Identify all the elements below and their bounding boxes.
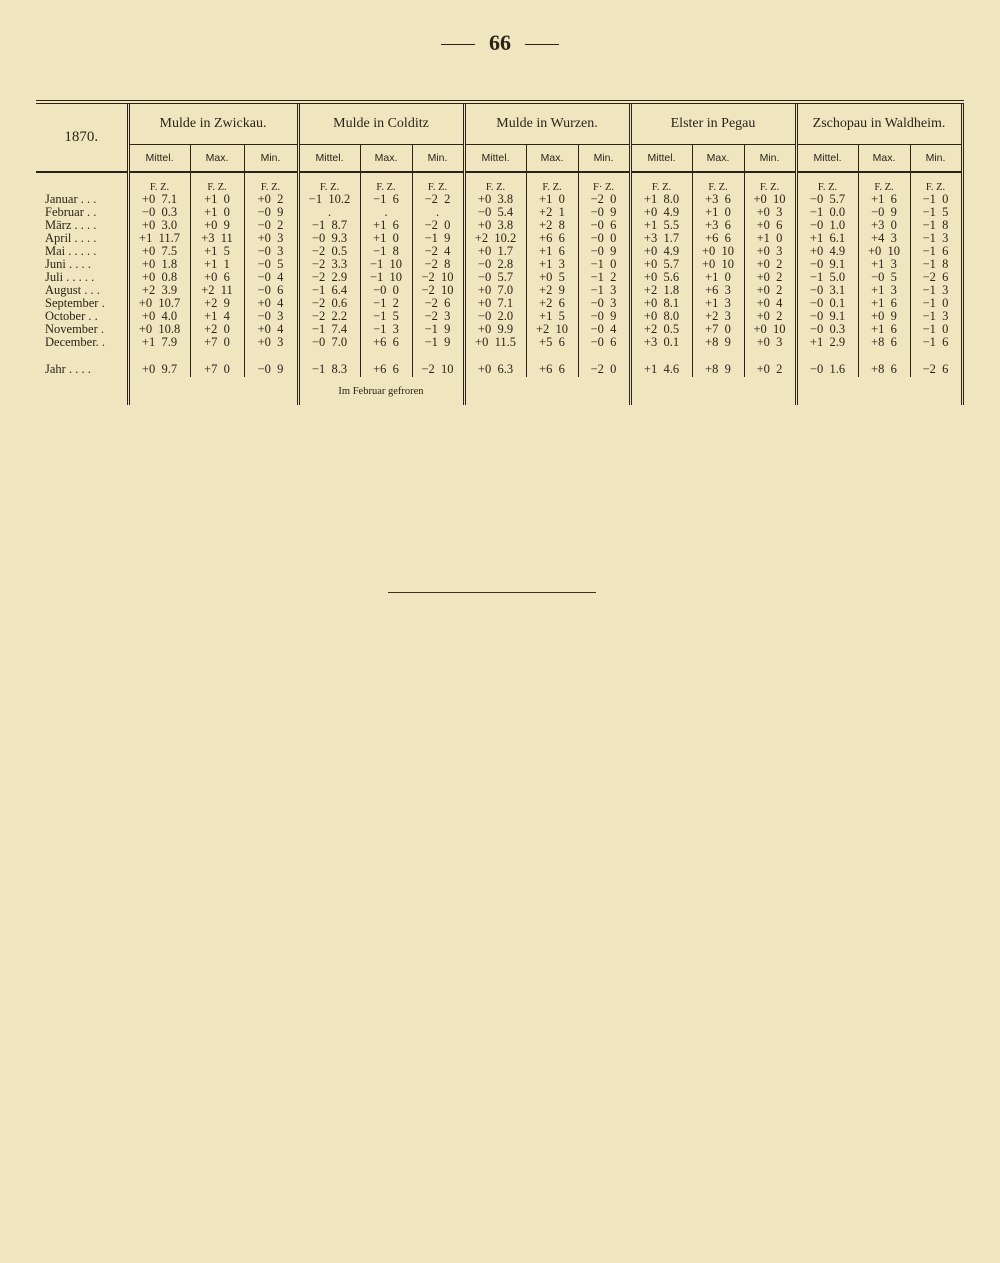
table-cell: −1 10.2 bbox=[298, 193, 360, 206]
table-cell: −2 3.3 bbox=[298, 258, 360, 271]
table-cell: −0 6 bbox=[578, 219, 630, 232]
table-cell: −0 5 bbox=[858, 271, 910, 284]
table-cell: +7 0 bbox=[190, 361, 244, 377]
table-cell: −2 6 bbox=[412, 297, 464, 310]
table-cell: −0 2.8 bbox=[464, 258, 526, 271]
table-cell bbox=[412, 349, 464, 361]
table-cell: +1 8.0 bbox=[630, 193, 692, 206]
table-cell: −2 0.5 bbox=[298, 245, 360, 258]
table-cell: +6 6 bbox=[360, 361, 412, 377]
table-cell: F. Z. bbox=[244, 172, 298, 193]
table-cell: +0 2 bbox=[744, 310, 796, 323]
table-cell: +6 6 bbox=[692, 232, 744, 245]
table-cell: F. Z. bbox=[858, 172, 910, 193]
table-cell: −0 3 bbox=[578, 297, 630, 310]
group-header: Mulde in Colditz bbox=[298, 102, 464, 145]
table-cell: −0 2.0 bbox=[464, 310, 526, 323]
row-label bbox=[36, 349, 128, 361]
table-cell bbox=[796, 349, 858, 361]
table-cell: +0 6 bbox=[190, 271, 244, 284]
row-label: Mai . . . . . bbox=[36, 245, 128, 258]
table-cell: +0 2 bbox=[244, 193, 298, 206]
note-row bbox=[36, 377, 962, 405]
table-cell: −1 9 bbox=[412, 232, 464, 245]
table-cell: −0 0.3 bbox=[128, 206, 190, 219]
column-header: Min. bbox=[244, 145, 298, 173]
table-cell: +0 9.9 bbox=[464, 323, 526, 336]
note-cell bbox=[630, 377, 796, 405]
table-cell: +2 9 bbox=[190, 297, 244, 310]
table-cell: −0 0 bbox=[360, 284, 412, 297]
column-header: Max. bbox=[858, 145, 910, 173]
table-cell: −1 10 bbox=[360, 271, 412, 284]
table-cell: −0 7.0 bbox=[298, 336, 360, 349]
column-header: Min. bbox=[578, 145, 630, 173]
table-cell: +0 1.8 bbox=[128, 258, 190, 271]
unit-row bbox=[36, 172, 962, 193]
table-cell bbox=[190, 349, 244, 361]
note-cell bbox=[128, 377, 298, 405]
table-cell: −2 4 bbox=[412, 245, 464, 258]
column-header: Mittel. bbox=[630, 145, 692, 173]
table-cell: +0 6 bbox=[744, 219, 796, 232]
table-cell: F. Z. bbox=[630, 172, 692, 193]
table-cell: +0 10 bbox=[858, 245, 910, 258]
table-cell: −0 9 bbox=[578, 245, 630, 258]
table-cell: −1 6 bbox=[910, 245, 962, 258]
table-cell: −2 6 bbox=[910, 361, 962, 377]
table-cell: F. Z. bbox=[360, 172, 412, 193]
group-header: Elster in Pegau bbox=[630, 102, 796, 145]
table-cell: +1 4 bbox=[190, 310, 244, 323]
table-cell: +0 7.5 bbox=[128, 245, 190, 258]
table-cell bbox=[244, 349, 298, 361]
row-label: November . bbox=[36, 323, 128, 336]
table-cell: −2 0 bbox=[578, 193, 630, 206]
table-cell: −1 3 bbox=[910, 232, 962, 245]
row-label: August . . . bbox=[36, 284, 128, 297]
table-cell: +0 10.7 bbox=[128, 297, 190, 310]
table-cell bbox=[858, 349, 910, 361]
table-cell: +2 6 bbox=[526, 297, 578, 310]
table-cell: . bbox=[360, 206, 412, 219]
table-cell: +0 9 bbox=[858, 310, 910, 323]
row-label: Februar . . bbox=[36, 206, 128, 219]
table-cell: +1 3 bbox=[858, 258, 910, 271]
table-cell: F. Z. bbox=[298, 172, 360, 193]
table-body bbox=[36, 172, 962, 405]
table-cell: F. Z. bbox=[412, 172, 464, 193]
left-dash bbox=[441, 44, 475, 45]
row-label: September . bbox=[36, 297, 128, 310]
table-cell: +6 6 bbox=[526, 361, 578, 377]
table-cell: −0 9 bbox=[858, 206, 910, 219]
table-cell: +2 0 bbox=[190, 323, 244, 336]
table-cell: +2 1.8 bbox=[630, 284, 692, 297]
table-cell: F. Z. bbox=[128, 172, 190, 193]
column-header: Mittel. bbox=[796, 145, 858, 173]
table-cell: +3 0 bbox=[858, 219, 910, 232]
page-number bbox=[0, 30, 1000, 56]
table-cell: +3 6 bbox=[692, 219, 744, 232]
table-cell: −0 9 bbox=[244, 206, 298, 219]
column-header: Max. bbox=[526, 145, 578, 173]
table-cell bbox=[578, 349, 630, 361]
table-cell: +0 0.8 bbox=[128, 271, 190, 284]
section-rule bbox=[388, 592, 596, 593]
table-cell bbox=[692, 349, 744, 361]
table-cell: +1 7.9 bbox=[128, 336, 190, 349]
table-cell: +1 6 bbox=[858, 323, 910, 336]
table-cell: +0 10 bbox=[744, 323, 796, 336]
table-cell: +8 6 bbox=[858, 336, 910, 349]
table-cell: +1 6 bbox=[858, 297, 910, 310]
table-cell: −0 3 bbox=[244, 310, 298, 323]
table-cell: −1 5.0 bbox=[796, 271, 858, 284]
table-cell: −2 0 bbox=[412, 219, 464, 232]
table-cell: +0 3 bbox=[244, 336, 298, 349]
table-cell: −1 0 bbox=[910, 193, 962, 206]
table-cell: −0 3.1 bbox=[796, 284, 858, 297]
table-cell: −0 9 bbox=[578, 206, 630, 219]
table-cell: +8 9 bbox=[692, 361, 744, 377]
table-cell: +6 6 bbox=[526, 232, 578, 245]
table-cell: +1 0 bbox=[692, 271, 744, 284]
table-cell: −0 6 bbox=[578, 336, 630, 349]
group-header: Mulde in Zwickau. bbox=[128, 102, 298, 145]
table-cell: F. Z. bbox=[910, 172, 962, 193]
table-cell: . bbox=[298, 206, 360, 219]
table-cell: −0 0 bbox=[578, 232, 630, 245]
table-cell: −2 2.2 bbox=[298, 310, 360, 323]
table-cell: +0 10 bbox=[744, 193, 796, 206]
table-cell: +3 1.7 bbox=[630, 232, 692, 245]
table-cell: +0 2 bbox=[744, 258, 796, 271]
row-label: April . . . . bbox=[36, 232, 128, 245]
table-cell: F. Z. bbox=[190, 172, 244, 193]
right-dash bbox=[525, 44, 559, 45]
row-label: Juli . . . . . bbox=[36, 271, 128, 284]
table-cell: +0 3.8 bbox=[464, 193, 526, 206]
table-cell: +1 6 bbox=[360, 219, 412, 232]
year-header: 1870. bbox=[36, 102, 128, 172]
table-cell: +0 5 bbox=[526, 271, 578, 284]
table-cell: −1 6 bbox=[360, 193, 412, 206]
table-cell: −2 3 bbox=[412, 310, 464, 323]
table-cell: −1 3 bbox=[360, 323, 412, 336]
table-cell: +0 1.7 bbox=[464, 245, 526, 258]
column-header: Max. bbox=[692, 145, 744, 173]
row-label: Januar . . . bbox=[36, 193, 128, 206]
table-cell: +1 11.7 bbox=[128, 232, 190, 245]
table-cell: +2 10.2 bbox=[464, 232, 526, 245]
table-cell: +8 9 bbox=[692, 336, 744, 349]
table-cell: −2 10 bbox=[412, 361, 464, 377]
table-cell: +1 0 bbox=[692, 206, 744, 219]
row-label: Juni . . . . bbox=[36, 258, 128, 271]
table-cell: +1 2.9 bbox=[796, 336, 858, 349]
water-level-table bbox=[36, 100, 964, 405]
table-cell: +1 3 bbox=[526, 258, 578, 271]
table-cell bbox=[128, 349, 190, 361]
table-cell: +1 6 bbox=[526, 245, 578, 258]
column-header: Max. bbox=[190, 145, 244, 173]
table-cell: −0 4 bbox=[244, 271, 298, 284]
row-label: October . . bbox=[36, 310, 128, 323]
column-header: Max. bbox=[360, 145, 412, 173]
table-cell: −0 0.3 bbox=[796, 323, 858, 336]
table-cell bbox=[298, 349, 360, 361]
table-cell: −0 9.1 bbox=[796, 258, 858, 271]
table-cell: +1 6 bbox=[858, 193, 910, 206]
table-cell: +0 11.5 bbox=[464, 336, 526, 349]
column-header: Mittel. bbox=[298, 145, 360, 173]
table-cell: +2 1 bbox=[526, 206, 578, 219]
table-cell: −1 6 bbox=[910, 336, 962, 349]
row-label bbox=[36, 377, 128, 405]
table-cell: −0 0.1 bbox=[796, 297, 858, 310]
table-cell: +0 8.1 bbox=[630, 297, 692, 310]
table-cell: −1 7.4 bbox=[298, 323, 360, 336]
table-cell: −2 6 bbox=[910, 271, 962, 284]
table-cell: −0 9 bbox=[244, 361, 298, 377]
table-cell: +4 3 bbox=[858, 232, 910, 245]
table-cell: +2 11 bbox=[190, 284, 244, 297]
table-cell: −0 9.1 bbox=[796, 310, 858, 323]
table-cell: −1 3 bbox=[578, 284, 630, 297]
table-cell: +6 6 bbox=[360, 336, 412, 349]
table-cell: . bbox=[412, 206, 464, 219]
table-cell: +0 4.9 bbox=[630, 206, 692, 219]
table-cell: −1 5 bbox=[360, 310, 412, 323]
table-cell: +1 3 bbox=[858, 284, 910, 297]
table-cell: +1 5 bbox=[190, 245, 244, 258]
subheader-row bbox=[36, 145, 962, 173]
table-cell: +0 7.0 bbox=[464, 284, 526, 297]
table-cell: +0 10 bbox=[692, 258, 744, 271]
table-cell: +0 8.0 bbox=[630, 310, 692, 323]
table-cell: −0 1.0 bbox=[796, 219, 858, 232]
table-cell bbox=[360, 349, 412, 361]
group-header: Mulde in Wurzen. bbox=[464, 102, 630, 145]
table-cell: −1 8.7 bbox=[298, 219, 360, 232]
table-cell: +1 0 bbox=[360, 232, 412, 245]
table-cell: −1 0 bbox=[578, 258, 630, 271]
table-cell: +5 6 bbox=[526, 336, 578, 349]
year-total-row bbox=[36, 361, 962, 377]
table-cell: −2 10 bbox=[412, 284, 464, 297]
table-cell: +2 9 bbox=[526, 284, 578, 297]
table-cell: −1 8 bbox=[360, 245, 412, 258]
table-cell: +8 6 bbox=[858, 361, 910, 377]
table-cell: F. Z. bbox=[464, 172, 526, 193]
table-cell: −2 0.6 bbox=[298, 297, 360, 310]
table-cell: −0 5.7 bbox=[796, 193, 858, 206]
table-cell: +0 3 bbox=[744, 206, 796, 219]
table-cell: +0 9 bbox=[190, 219, 244, 232]
note-cell bbox=[796, 377, 962, 405]
table-cell: −0 5.4 bbox=[464, 206, 526, 219]
table-cell: +2 3 bbox=[692, 310, 744, 323]
table-cell: +1 0 bbox=[190, 193, 244, 206]
table-cell: +0 4.9 bbox=[630, 245, 692, 258]
table-cell: −1 8 bbox=[910, 219, 962, 232]
table-cell: +0 2 bbox=[744, 271, 796, 284]
table-cell: +0 4 bbox=[244, 323, 298, 336]
table-cell: +0 4 bbox=[744, 297, 796, 310]
table-cell: +0 3 bbox=[244, 232, 298, 245]
table-cell: +6 3 bbox=[692, 284, 744, 297]
table-cell: +0 2 bbox=[744, 361, 796, 377]
table-cell: +0 9.7 bbox=[128, 361, 190, 377]
table-cell: +0 5.7 bbox=[630, 258, 692, 271]
table-cell: −1 8 bbox=[910, 258, 962, 271]
table-cell: +0 3.0 bbox=[128, 219, 190, 232]
table-cell: −0 5.7 bbox=[464, 271, 526, 284]
row-label bbox=[36, 172, 128, 193]
table-cell: +0 4 bbox=[244, 297, 298, 310]
table-cell: F· Z. bbox=[578, 172, 630, 193]
table-cell: +0 7.1 bbox=[128, 193, 190, 206]
table-cell: −2 0 bbox=[578, 361, 630, 377]
spacer-row bbox=[36, 349, 962, 361]
table-cell: −2 2.9 bbox=[298, 271, 360, 284]
table-cell: −1 10 bbox=[360, 258, 412, 271]
table-cell: −0 4 bbox=[578, 323, 630, 336]
table-cell bbox=[630, 349, 692, 361]
table-cell: +2 0.5 bbox=[630, 323, 692, 336]
table-cell: +0 3 bbox=[744, 336, 796, 349]
table-cell: +3 0.1 bbox=[630, 336, 692, 349]
table-cell: +2 3.9 bbox=[128, 284, 190, 297]
table-cell bbox=[910, 349, 962, 361]
table-cell: −1 9 bbox=[412, 336, 464, 349]
table-cell: +0 2 bbox=[744, 284, 796, 297]
column-header: Min. bbox=[744, 145, 796, 173]
group-header: Zschopau in Waldheim. bbox=[796, 102, 962, 145]
table-cell: −0 9 bbox=[578, 310, 630, 323]
table-cell: −2 10 bbox=[412, 271, 464, 284]
table-cell: −1 6.4 bbox=[298, 284, 360, 297]
table-cell: +0 4.9 bbox=[796, 245, 858, 258]
table-cell: −1 3 bbox=[910, 310, 962, 323]
table-cell: +0 3.8 bbox=[464, 219, 526, 232]
table-cell: +2 10 bbox=[526, 323, 578, 336]
table-cell: −0 3 bbox=[244, 245, 298, 258]
table-cell: −0 9.3 bbox=[298, 232, 360, 245]
table-cell: +1 3 bbox=[692, 297, 744, 310]
table-cell bbox=[464, 349, 526, 361]
table-cell: +3 11 bbox=[190, 232, 244, 245]
column-header: Min. bbox=[412, 145, 464, 173]
table-cell: −2 2 bbox=[412, 193, 464, 206]
column-header: Min. bbox=[910, 145, 962, 173]
table-cell: F. Z. bbox=[744, 172, 796, 193]
table-cell: +7 0 bbox=[190, 336, 244, 349]
table-cell: −1 9 bbox=[412, 323, 464, 336]
table-cell: −2 8 bbox=[412, 258, 464, 271]
table-cell: +1 5.5 bbox=[630, 219, 692, 232]
row-label: Jahr . . . . bbox=[36, 361, 128, 377]
table-cell: −0 6 bbox=[244, 284, 298, 297]
table-cell: F. Z. bbox=[692, 172, 744, 193]
table-cell: F. Z. bbox=[526, 172, 578, 193]
table-cell: −1 0 bbox=[910, 323, 962, 336]
table-cell: −1 2 bbox=[360, 297, 412, 310]
table-cell: +1 0 bbox=[190, 206, 244, 219]
table-cell: +1 5 bbox=[526, 310, 578, 323]
column-header: Mittel. bbox=[464, 145, 526, 173]
frozen-note: Im Februar gefroren bbox=[298, 377, 464, 405]
table-cell: +1 1 bbox=[190, 258, 244, 271]
row-label: März . . . . bbox=[36, 219, 128, 232]
table-cell: +0 7.1 bbox=[464, 297, 526, 310]
note-cell bbox=[464, 377, 630, 405]
table-cell: +0 10.8 bbox=[128, 323, 190, 336]
table-cell: +0 5.6 bbox=[630, 271, 692, 284]
row-label: December. . bbox=[36, 336, 128, 349]
table-cell: −0 5 bbox=[244, 258, 298, 271]
table-cell: −1 5 bbox=[910, 206, 962, 219]
table-cell: +7 0 bbox=[692, 323, 744, 336]
table-cell: −1 2 bbox=[578, 271, 630, 284]
table-cell: +2 8 bbox=[526, 219, 578, 232]
table-cell: +1 4.6 bbox=[630, 361, 692, 377]
table-cell: +1 6.1 bbox=[796, 232, 858, 245]
table-cell bbox=[526, 349, 578, 361]
table-cell: F. Z. bbox=[796, 172, 858, 193]
table-row bbox=[36, 336, 962, 349]
table-cell: −1 0 bbox=[910, 297, 962, 310]
table-cell: −1 3 bbox=[910, 284, 962, 297]
table-cell: −0 2 bbox=[244, 219, 298, 232]
table-cell: +0 4.0 bbox=[128, 310, 190, 323]
column-header: Mittel. bbox=[128, 145, 190, 173]
table-cell bbox=[744, 349, 796, 361]
table-cell: +3 6 bbox=[692, 193, 744, 206]
table-cell: +1 0 bbox=[744, 232, 796, 245]
table-cell: −1 8.3 bbox=[298, 361, 360, 377]
page-number-text: 66 bbox=[489, 30, 511, 55]
table-cell: +1 0 bbox=[526, 193, 578, 206]
table-cell: +0 10 bbox=[692, 245, 744, 258]
table-cell: +0 3 bbox=[744, 245, 796, 258]
table-cell: −0 1.6 bbox=[796, 361, 858, 377]
table-cell: −1 0.0 bbox=[796, 206, 858, 219]
table-cell: +0 6.3 bbox=[464, 361, 526, 377]
